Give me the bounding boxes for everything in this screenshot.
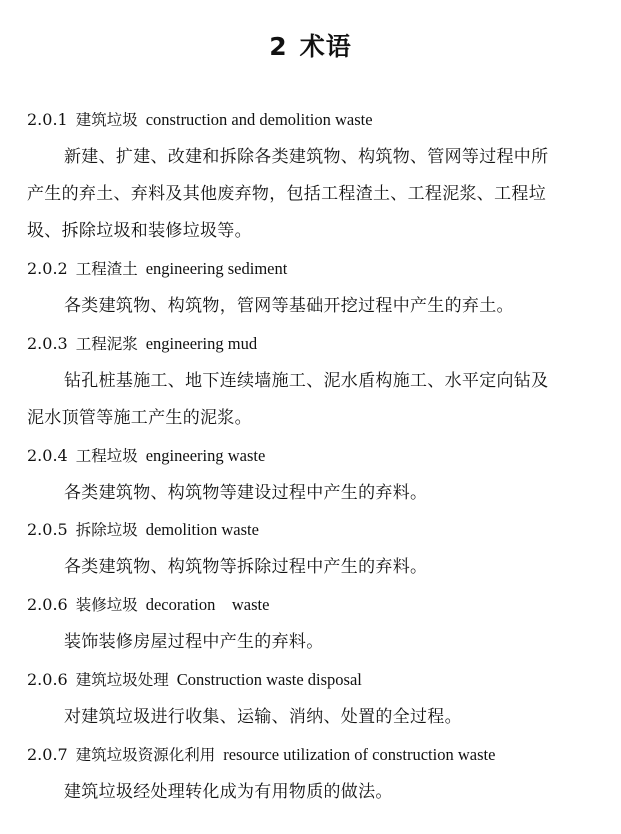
term-heading — [27, 333, 257, 355]
definition-line: 各类建筑物、构筑物，管网等基础开挖过程中产生的弃土。 — [64, 296, 514, 316]
term-code: 2.0.1 — [27, 110, 68, 129]
term-english: construction and demolition waste — [145, 110, 373, 129]
term-english: decoration waste — [145, 595, 270, 614]
term-chinese: 工程垃圾 — [75, 447, 138, 465]
term-chinese: 工程渣土 — [75, 260, 138, 278]
term-chinese: 工程泥浆 — [75, 335, 138, 353]
term-heading — [27, 594, 269, 616]
section-title — [0, 29, 621, 65]
definition-line: 对建筑垃圾进行收集、运输、消纳、处置的全过程。 — [64, 707, 462, 727]
term-heading — [27, 445, 265, 467]
term-heading — [27, 744, 495, 766]
term-code: 2.0.4 — [27, 446, 68, 465]
term-code: 2.0.7 — [27, 745, 68, 764]
term-english: engineering mud — [145, 334, 258, 353]
term-code: 2.0.6 — [27, 595, 68, 614]
definition-line: 建筑垃圾经处理转化成为有用物质的做法。 — [64, 782, 393, 802]
term-code: 2.0.2 — [27, 259, 68, 278]
definition-line: 产生的弃土、弃料及其他废弃物，包括工程渣土、工程泥浆、工程垃 — [27, 184, 546, 204]
definition-line: 钻孔桩基施工、地下连续墙施工、泥水盾构施工、水平定向钻及 — [64, 371, 549, 391]
term-chinese: 拆除垃圾 — [75, 521, 138, 539]
definition-line: 各类建筑物、构筑物等拆除过程中产生的弃料。 — [64, 557, 428, 577]
term-chinese: 建筑垃圾资源化利用 — [75, 746, 216, 764]
definition-line: 新建、扩建、改建和拆除各类建筑物、构筑物、管网等过程中所 — [64, 147, 549, 167]
term-heading — [27, 109, 373, 131]
term-english: demolition waste — [145, 520, 259, 539]
definition-line: 圾、拆除垃圾和装修垃圾等。 — [27, 221, 252, 241]
definition-line: 泥水顶管等施工产生的泥浆。 — [27, 408, 252, 428]
term-chinese: 建筑垃圾处理 — [75, 671, 169, 689]
term-heading — [27, 519, 259, 541]
term-code: 2.0.6 — [27, 670, 68, 689]
term-chinese: 装修垃圾 — [75, 596, 138, 614]
term-english: Construction waste disposal — [176, 670, 362, 689]
section-title-text: 术语 — [299, 32, 352, 61]
section-number: 2 — [269, 32, 288, 61]
term-heading — [27, 669, 362, 691]
term-code: 2.0.3 — [27, 334, 68, 353]
term-english: engineering waste — [145, 446, 266, 465]
term-code: 2.0.5 — [27, 520, 68, 539]
definition-line: 装饰装修房屋过程中产生的弃料。 — [64, 632, 324, 652]
term-english: resource utilization of construction waste — [223, 745, 496, 764]
definition-line: 各类建筑物、构筑物等建设过程中产生的弃料。 — [64, 483, 428, 503]
term-heading — [27, 258, 287, 280]
term-english: engineering sediment — [145, 259, 288, 278]
term-chinese: 建筑垃圾 — [75, 111, 138, 129]
